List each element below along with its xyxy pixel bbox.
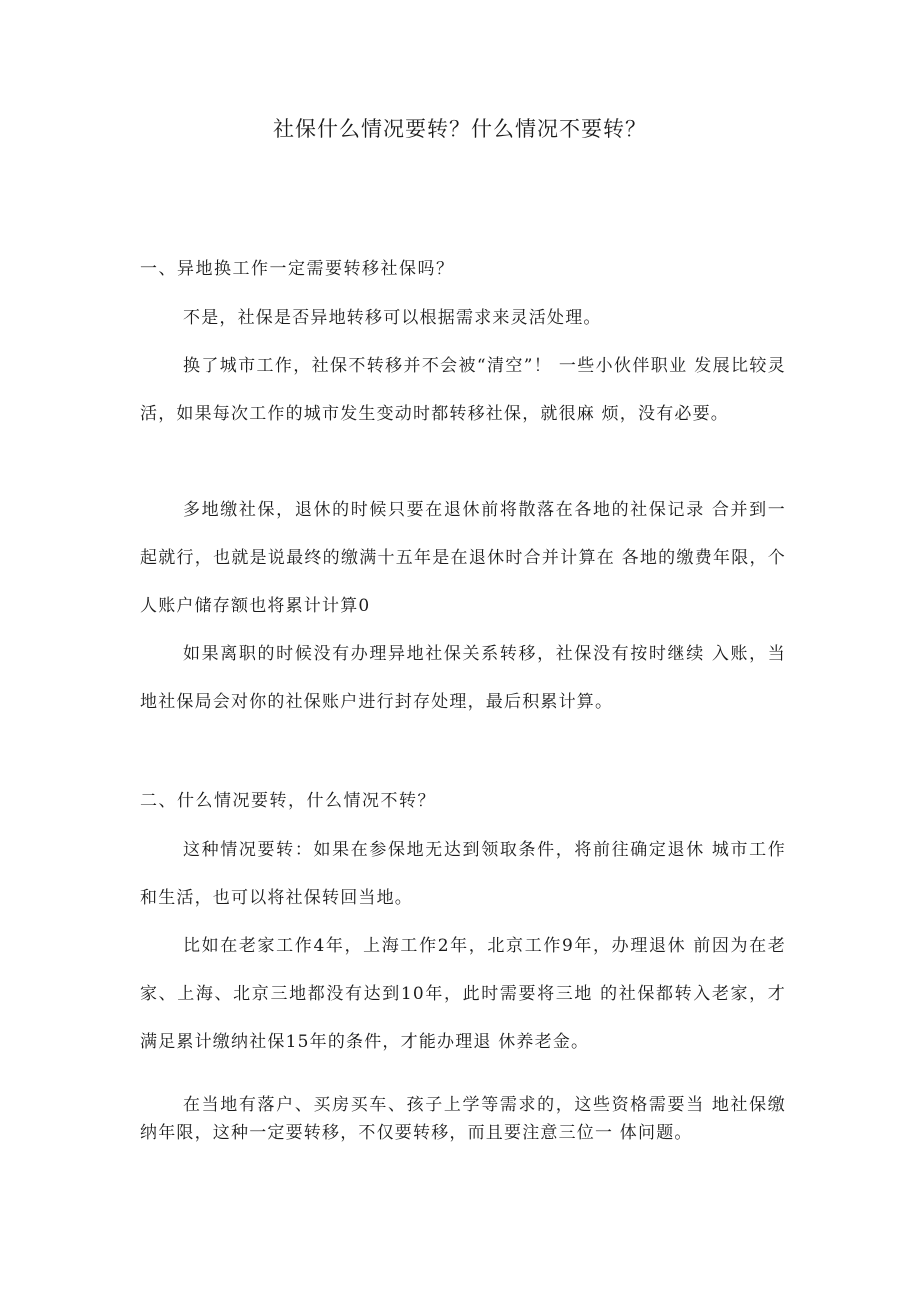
paragraph: 如果离职的时候没有办理异地社保关系转移，社保没有按时继续 入账，当地社保局会对你的社保账户进行封存处理，最后积累计算。 — [140, 644, 786, 712]
paragraph: 在当地有落户、买房买车、孩子上学等需求的，这些资格需要当 地社保缴纳年限，这种一定要转移，不仅要转移，而且要注意三位一 体问题。 — [140, 1095, 786, 1143]
document-title: 社保什么情况要转？什么情况不要转？ — [273, 117, 647, 141]
paragraph: 换了城市工作，社保不转移并不会被“清空”！ 一些小伙伴职业 发展比较灵活，如果每次工作的城市发生变动时都转移社保，就很麻 烦，没有必要。 — [140, 356, 786, 424]
section-heading-1: 一、异地换工作一定需要转移社保吗？ — [140, 259, 455, 279]
paragraph: 多地缴社保，退休的时候只要在退休前将散落在各地的社保记录 合并到一起就行，也就是说最终的缴满十五年是在退休时合并计算在 各地的缴费年限，个人账户储存额也将累计计算0 — [140, 500, 786, 616]
section-heading-2: 二、什么情况要转，什么情况不转？ — [140, 791, 436, 811]
paragraph: 不是，社保是否异地转移可以根据需求来灵活处理。 — [183, 308, 602, 328]
paragraph: 比如在老家工作4年，上海工作2年，北京工作9年，办理退休 前因为在老家、上海、北京三地都没有达到10年，此时需要将三地 的社保都转入老家，才满足累计缴纳社保15年的条件，才能办理退 休养老金。 — [140, 936, 786, 1052]
paragraph: 这种情况要转：如果在参保地无达到领取条件，将前往确定退休 城市工作和生活，也可以将社保转回当地。 — [140, 840, 786, 908]
